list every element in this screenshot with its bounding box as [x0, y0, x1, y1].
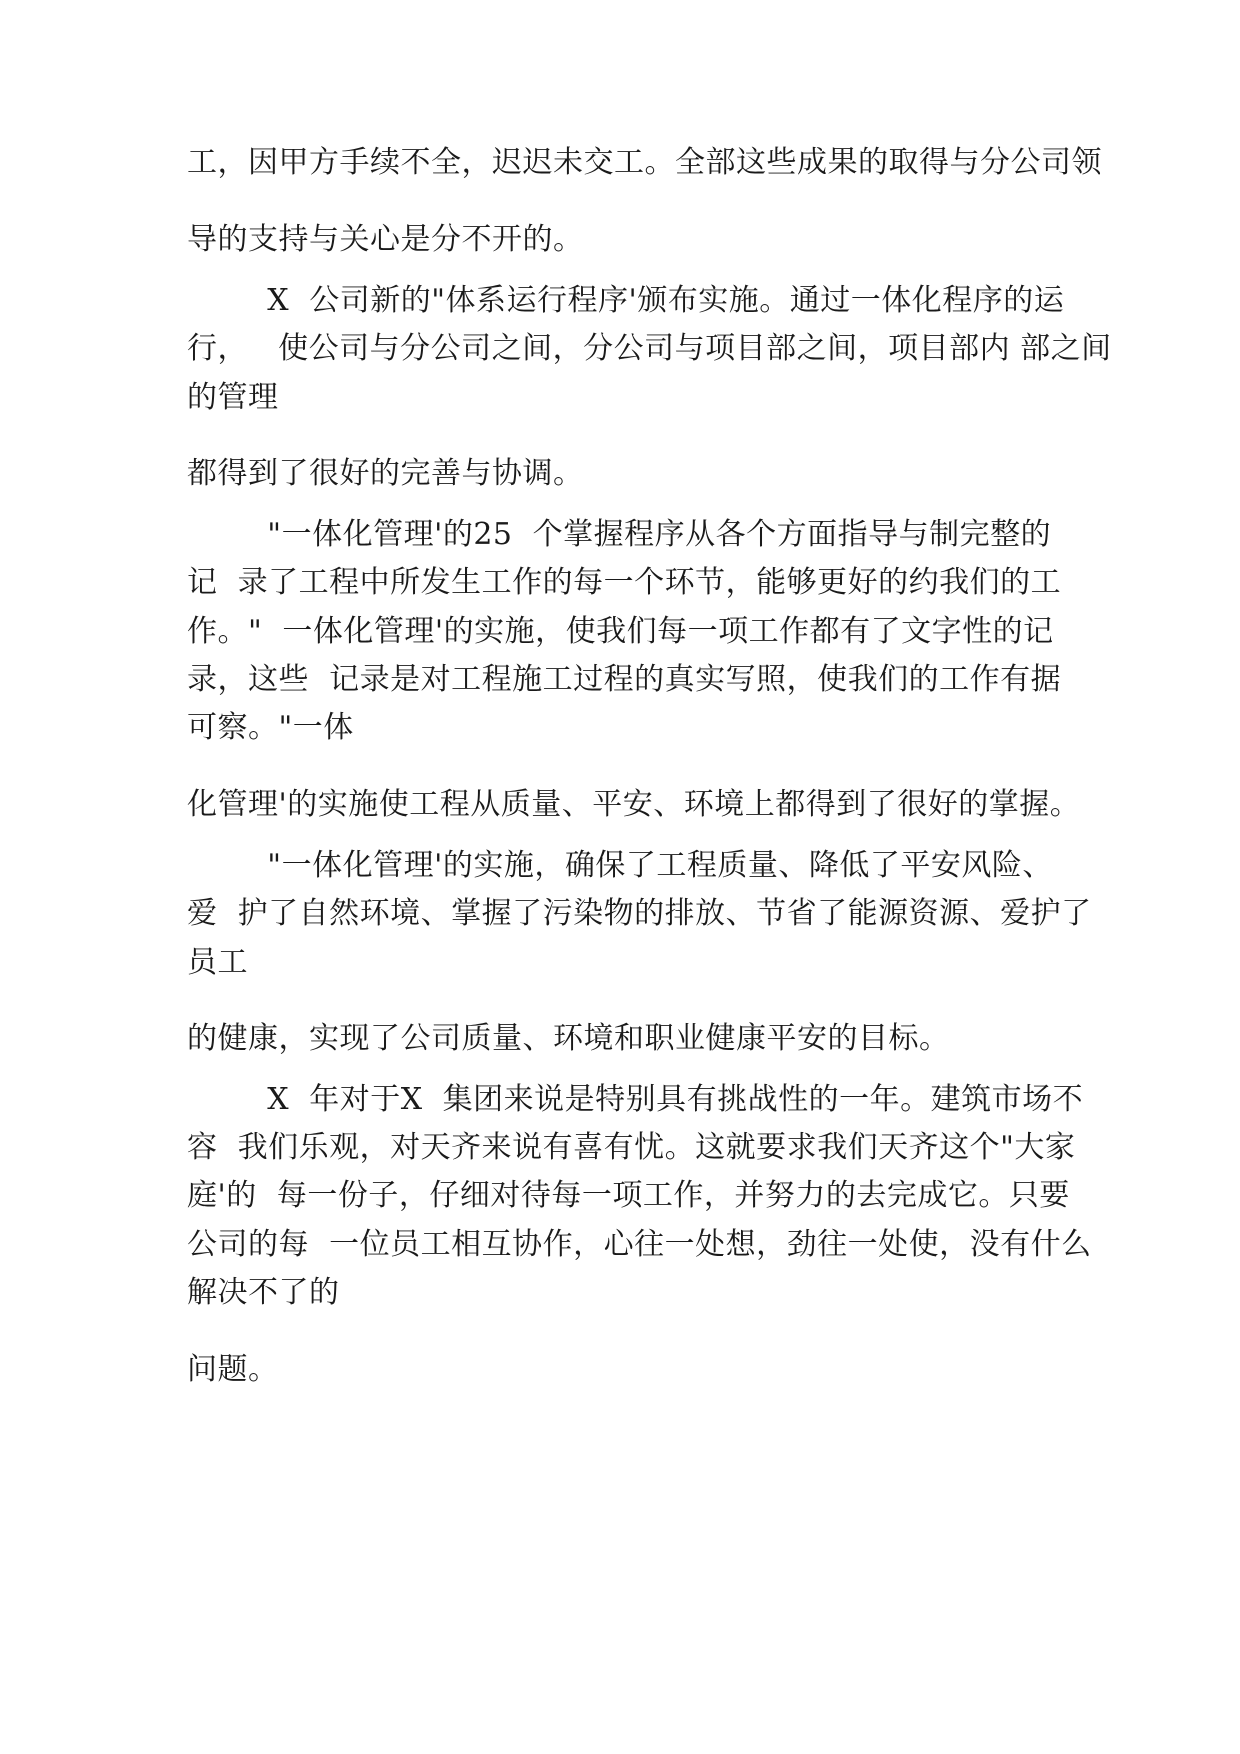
- text-line: X 年对于X 集团来说是特别具有挑战性的一年。建筑市场不: [187, 1082, 1084, 1117]
- text-line: 公司的每 一位员工相互协作，心往一处想，劲往一处使，没有什么: [187, 1227, 1092, 1262]
- text-line: 导的支持与关心是分不开的。: [187, 222, 584, 257]
- text-line: 问题。: [187, 1352, 279, 1387]
- text-line: "一体化管理'的25 个掌握程序从各个方面指导与制完整的: [187, 517, 1052, 552]
- text-line: 的管理: [187, 380, 279, 415]
- text-line: 容 我们乐观，对天齐来说有喜有忧。这就要求我们天齐这个"大家: [187, 1130, 1076, 1165]
- text-line: 录，这些 记录是对工程施工过程的真实写照，使我们的工作有据: [187, 662, 1062, 697]
- text-line: 的健康，实现了公司质量、环境和职业健康平安的目标。: [187, 1021, 950, 1056]
- text-line: 庭'的 每一份子，仔细对待每一项工作，并努力的去完成它。只要: [187, 1178, 1070, 1213]
- text-line: 作。" 一体化管理'的实施，使我们每一项工作都有了文字性的记: [187, 614, 1054, 649]
- text-line: 员工: [187, 945, 248, 980]
- text-line: 化管理'的实施使工程从质量、平安、环境上都得到了很好的掌握。: [187, 787, 1081, 822]
- text-line: 可察。"一体: [187, 710, 354, 745]
- text-line: 爱 护了自然环境、掌握了污染物的排放、节省了能源资源、爱护了: [187, 896, 1092, 931]
- text-line: 都得到了很好的完善与协调。: [187, 456, 584, 491]
- text-line: "一体化管理'的实施，确保了工程质量、降低了平安风险、: [187, 848, 1053, 883]
- text-line: 工，因甲方手续不全，迟迟未交工。全部这些成果的取得与分公司领: [187, 145, 1102, 180]
- text-line: 行， 使公司与分公司之间，分公司与项目部之间，项目部内 部之间: [187, 331, 1112, 366]
- text-line: X 公司新的"体系运行程序'颁布实施。通过一体化程序的运: [187, 283, 1065, 318]
- text-line: 解决不了的: [187, 1275, 340, 1310]
- text-line: 记 录了工程中所发生工作的每一个环节，能够更好的约我们的工: [187, 565, 1062, 600]
